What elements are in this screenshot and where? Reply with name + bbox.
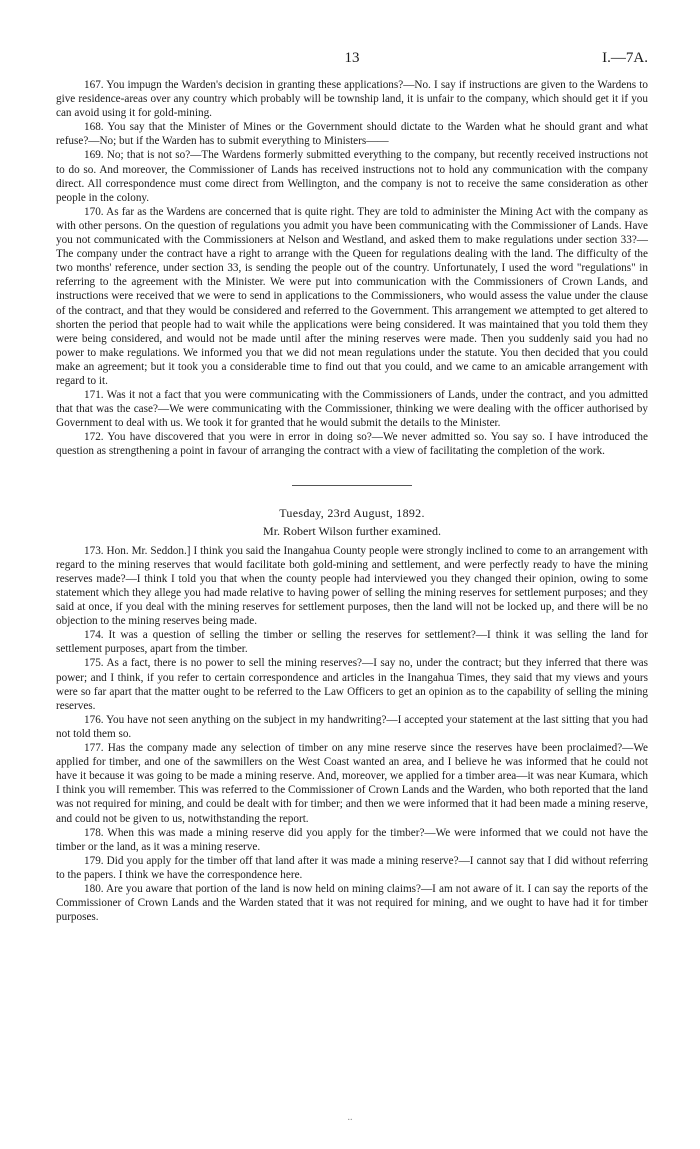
witness-heading: Mr. Robert Wilson further examined. xyxy=(263,523,441,538)
paragraph-168: 168. You say that the Minister of Mines or the Government should dictate to the Warden what he should grant and what refuse?—No; but if the Warden has to submit everything to Ministers—— xyxy=(56,121,648,148)
page-header xyxy=(56,50,648,72)
paragraph-172: 172. You have discovered that you were in error in doing so?—We never admitted so. You say so. I have introduced the question as strengthening a point in favour of arranging the contract with a view of facilitating the completion of the work. xyxy=(56,431,648,458)
paragraph-170: 170. As far as the Wardens are concerned that is quite right. They are told to administer the Mining Act with the company as with other persons. On the question of regulations you admit you have been communicating with the Commissioner of Lands. Have you not communicated with the Commissioners at Nelson and Westland, and asked them to make regulations under section 33?—The company under the contract have a right to arrange with the Queen for regulations dealing with the land. The difficulty of the two months' reference, under section 33, is sending the people out of the country. Unfortunately, I used the word "regulations" in referring to the agreement with the Minister. We were put into communication with the Commissioners of Crown Lands, and instructions were received that we were to send in applications to the Commissioners, who would assess the value under the clause of the contract, and that they would be considered and referred to the Government. This arrangement we attempted to get altered to shorten the period that people had to wait while the applications were being considered. It was maintained that you told them they were being considered, and would not be made until after the mining reserves were made. Then you suddenly said you had no power to make regulations. We informed you that we did not mean regulations under the statute. You then decided that you could make an agreement; but it took you a considerable time to find out that you could, and we came to an amicable arrangement with regard to it. xyxy=(56,205,648,387)
paragraph-180: 180. Are you aware that portion of the land is now held on mining claims?—I am not aware of it. I can say the reports of the Commissioner of Crown Lands and the Warden stated that it was not required for mining, and we ought to have had it for timber purposes. xyxy=(56,882,648,924)
paragraph-179: 179. Did you apply for the timber off that land after it was made a mining reserve?—I cannot say that I did without referring to the papers. I think we have the correspondence here. xyxy=(56,854,648,881)
paragraph-167: 167. You impugn the Warden's decision in granting these applications?—No. I say if instructions are given to the Wardens to give residence-areas over any country which probably will be township land, it is unfair to the company, which should get it if you can avoid using it for gold-mining. xyxy=(56,79,648,120)
paragraph-171: 171. Was it not a fact that you were communicating with the Commissioners of Lands, under the contract, and you admitted that that was the case?—We were communicating with the Commissioner, thinking we were dealing with the officer authorised by Government to deal with us. We took it for granted that he would submit the details to the Minister. xyxy=(56,389,648,430)
paragraph-173: 173. Hon. Mr. Seddon.] I think you said the Inangahua County people were strongly inclined to come to an arrangement with regard to the mining reserves that would facilitate both gold-mining and settlement, and were perfectly ready to have the mining reserves made?—I think I told you that when the county people had interviewed you they changed their opinion, owing to some statement which they allege you had made relative to having power of selling the mining reserves for settlement purposes; and they said at once, if you deal with the mining reserves for settlement purposes, then the land will not be locked up, and there will be no objection to the mining reserves being made. xyxy=(56,544,648,628)
paragraph-178: 178. When this was made a mining reserve did you apply for the timber?—We were informed that we could not have the timber or the land, as it was a mining reserve. xyxy=(56,826,648,853)
paragraph-176: 176. You have not seen anything on the subject in my handwriting?—I accepted your statement at the last sitting that you had not told them so. xyxy=(56,713,648,740)
paragraph-175: 175. As a fact, there is no power to sell the mining reserves?—I say no, under the contract; but they inferred that there was power; and I think, if you refer to certain correspondence and articles in the Inangahua Times, they said that my views and yours were so far apart that the matter ought to be referred to the Law Officers to get an opinion as to the capability of selling the mining reserves. xyxy=(56,657,648,712)
paragraph-174: 174. It was a question of selling the timber or selling the reserves for settlement?—I think it was selling the land for settlement purposes, apart from the timber. xyxy=(56,629,648,656)
section-two xyxy=(56,506,648,925)
footer-mark: .. xyxy=(347,1112,353,1123)
section-divider xyxy=(292,485,412,486)
paragraph-169: 169. No; that is not so?—The Wardens formerly submitted everything to the company, but recently received instructions not to do so. And moreover, the Commissioner of Lands has received instructions not to hold any communication with the company direct. All correspondence must come direct from Wellington, and the company is not to receive the same consideration as other people in the colony. xyxy=(56,149,648,204)
section-one xyxy=(56,78,648,459)
document-body xyxy=(56,78,648,924)
sitting-date: Tuesday, 23rd August, 1892. xyxy=(279,505,425,520)
page-number: 13 xyxy=(344,50,360,66)
document-reference: I.—7A. xyxy=(602,50,648,66)
paragraph-177: 177. Has the company made any selection of timber on any mine reserve since the reserves have been proclaimed?—We applied for timber, and one of the sawmillers on the West Coast wanted an area, and I believe he was informed that he could not have it because it was going to be made a mining reserve. And, moreover, we applied for a timber area—it was near Kumara, which I think you will remember. This was referred to the Commissioner of Crown Lands and the Warden, who both reported that the land was not required for mining, and could be dealt with for timber; and then we were informed that it had been made a mining reserve, and could not be given to us, notwithstanding the report. xyxy=(56,742,648,825)
